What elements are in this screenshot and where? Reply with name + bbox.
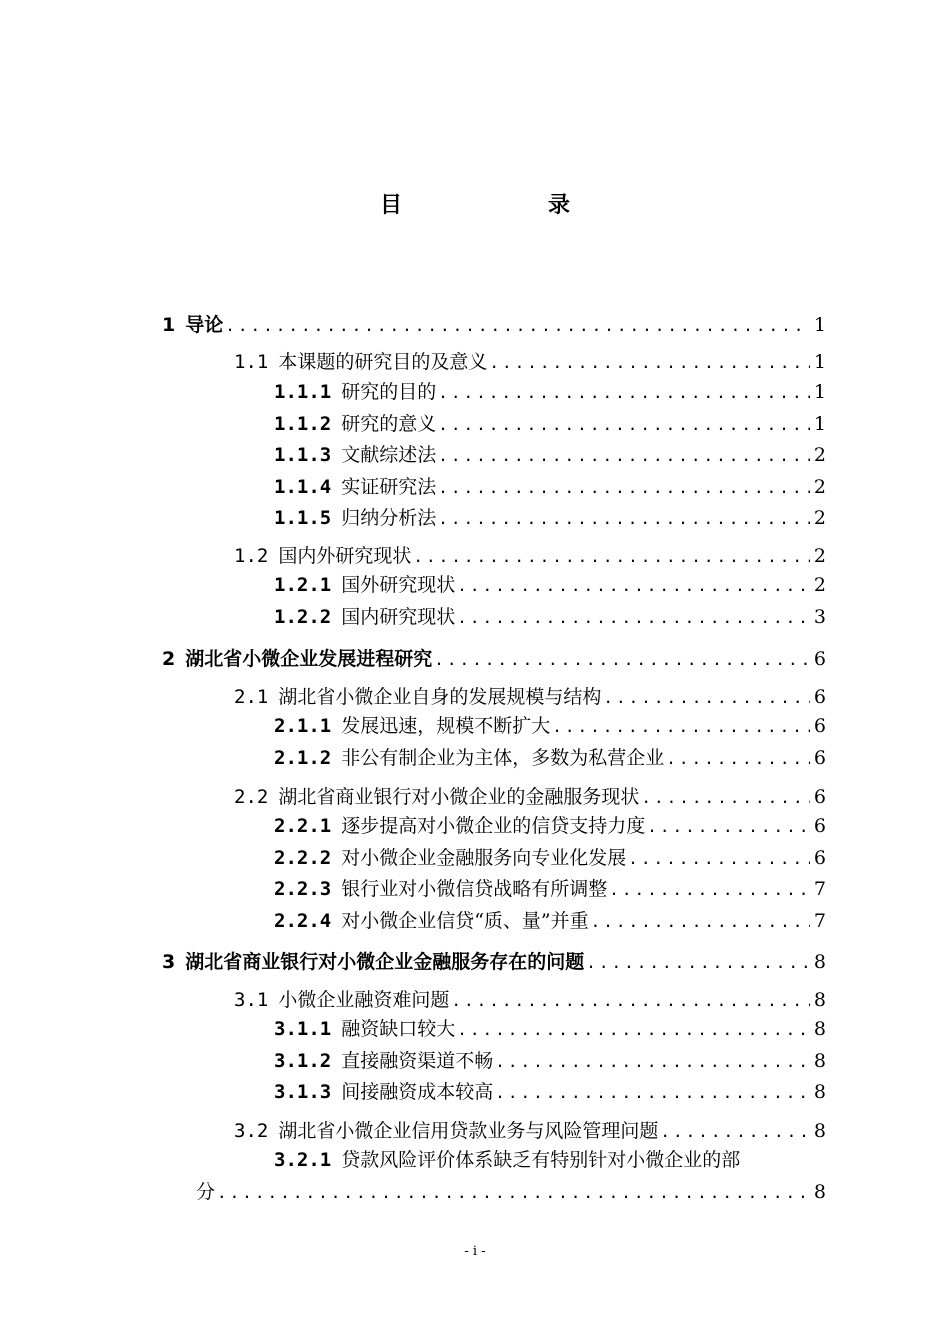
dot-leader — [438, 504, 810, 534]
toc-page: 1 — [813, 381, 826, 403]
toc-text: 非公有制企业为主体，多数为私营企业 — [341, 747, 665, 769]
dot-leader — [457, 603, 810, 633]
dot-leader — [438, 473, 810, 503]
toc-text: 国外研究现状 — [341, 574, 456, 596]
toc-page: 1 — [813, 314, 826, 336]
toc-text: 银行业对小微信贷战略有所调整 — [341, 878, 608, 900]
toc-entry[interactable] — [234, 985, 826, 1015]
dot-leader — [225, 311, 810, 341]
toc-number: 2.1 — [234, 686, 269, 708]
toc-entry[interactable] — [162, 947, 826, 977]
dot-leader — [603, 683, 810, 713]
dot-leader — [438, 378, 810, 408]
toc-number: 2 — [162, 648, 176, 670]
page-title: 目 录 — [379, 193, 604, 218]
toc-text: 导论 — [185, 314, 224, 336]
toc-page: 2 — [813, 476, 826, 498]
toc-number: 1 — [162, 314, 176, 336]
toc-text: 湖北省小微企业自身的发展规模与结构 — [278, 686, 602, 708]
dot-leader — [413, 542, 810, 572]
toc-entry[interactable] — [234, 347, 826, 377]
toc-text-continuation: 分 — [196, 1181, 216, 1203]
toc-text: 实证研究法 — [341, 476, 437, 498]
dot-leader — [647, 812, 810, 842]
toc-page: 6 — [813, 686, 826, 708]
toc-page: 8 — [813, 1018, 826, 1040]
toc-number: 3.1 — [234, 989, 269, 1011]
toc-entry[interactable] — [274, 602, 826, 632]
toc-number: 1.1.3 — [274, 444, 332, 466]
dot-leader — [217, 1178, 810, 1208]
toc-page: 8 — [813, 989, 826, 1011]
toc-text: 归纳分析法 — [341, 507, 437, 529]
toc-entry[interactable] — [274, 1014, 826, 1044]
toc-number: 1.2.1 — [274, 574, 332, 596]
toc-page: 7 — [813, 878, 826, 900]
toc-page: 8 — [813, 951, 826, 973]
toc-number: 1.1.4 — [274, 476, 332, 498]
toc-page: 1 — [813, 351, 826, 373]
toc-number: 1.1.2 — [274, 413, 332, 435]
dot-leader — [586, 948, 810, 978]
toc-text: 发展迅速，规模不断扩大 — [341, 715, 551, 737]
toc-entry[interactable] — [274, 377, 826, 407]
toc-page: 2 — [813, 574, 826, 596]
toc-page: 8 — [813, 1081, 826, 1103]
toc-entry[interactable] — [274, 906, 826, 936]
toc-number: 3.2.1 — [274, 1149, 332, 1171]
toc-text: 湖北省小微企业发展进程研究 — [185, 648, 433, 670]
dot-leader — [457, 571, 810, 601]
toc-page: 3 — [813, 606, 826, 628]
toc-text: 湖北省小微企业信用贷款业务与风险管理问题 — [278, 1120, 659, 1142]
toc-text: 国内外研究现状 — [278, 545, 412, 567]
toc-text: 贷款风险评价体系缺乏有特别针对小微企业的部 — [341, 1149, 741, 1171]
toc-number: 3.1.1 — [274, 1018, 332, 1040]
toc-number: 2.1.1 — [274, 715, 332, 737]
toc-page: 7 — [813, 910, 826, 932]
dot-leader — [666, 744, 810, 774]
toc-text: 融资缺口较大 — [341, 1018, 456, 1040]
toc-entry[interactable] — [274, 743, 826, 773]
toc-page: 6 — [813, 648, 826, 670]
toc-number: 1.1.1 — [274, 381, 332, 403]
dot-leader — [457, 1015, 810, 1045]
toc-entry[interactable] — [274, 811, 826, 841]
toc-number: 1.2.2 — [274, 606, 332, 628]
toc-text: 研究的意义 — [341, 413, 437, 435]
toc-entry[interactable] — [274, 440, 826, 470]
toc-text: 研究的目的 — [341, 381, 437, 403]
toc-entry[interactable] — [274, 472, 826, 502]
toc-number: 3.1.3 — [274, 1081, 332, 1103]
toc-page: 8 — [813, 1050, 826, 1072]
toc-number: 1.1.5 — [274, 507, 332, 529]
toc-number: 2.2.2 — [274, 847, 332, 869]
toc-text: 文献综述法 — [341, 444, 437, 466]
toc-entry-wrapped-first-line[interactable] — [274, 1145, 740, 1175]
toc-entry[interactable] — [274, 711, 826, 741]
toc-text: 对小微企业信贷“质、量”并重 — [341, 910, 589, 932]
dot-leader — [552, 712, 810, 742]
toc-entry[interactable] — [234, 782, 826, 812]
dot-leader — [434, 645, 810, 675]
dot-leader — [609, 875, 810, 905]
toc-page: 2 — [813, 545, 826, 567]
toc-page: 2 — [813, 444, 826, 466]
toc-page: 8 — [813, 1120, 826, 1142]
dot-leader — [641, 783, 810, 813]
toc-entry[interactable] — [274, 1077, 826, 1107]
toc-page: 1 — [813, 413, 826, 435]
dot-leader — [489, 348, 810, 378]
toc-page: 6 — [813, 847, 826, 869]
toc-entry[interactable] — [274, 570, 826, 600]
toc-page: 6 — [813, 747, 826, 769]
toc-text: 对小微企业金融服务向专业化发展 — [341, 847, 627, 869]
page-number-footer: - i - — [464, 1244, 486, 1259]
toc-entry[interactable] — [274, 874, 826, 904]
toc-page: 6 — [813, 815, 826, 837]
toc-text: 小微企业融资难问题 — [278, 989, 450, 1011]
dot-leader — [495, 1078, 810, 1108]
toc-entry[interactable] — [274, 1046, 826, 1076]
toc-number: 1.1 — [234, 351, 269, 373]
toc-number: 2.1.2 — [274, 747, 332, 769]
toc-text: 直接融资渠道不畅 — [341, 1050, 494, 1072]
dot-leader — [451, 986, 810, 1016]
toc-number: 3 — [162, 951, 176, 973]
toc-page: 6 — [813, 786, 826, 808]
toc-entry[interactable] — [234, 1116, 826, 1146]
toc-entry[interactable] — [274, 843, 826, 873]
dot-leader — [591, 907, 810, 937]
toc-number: 2.2.3 — [274, 878, 332, 900]
dot-leader — [660, 1117, 810, 1147]
toc-page: 6 — [813, 715, 826, 737]
toc-entry[interactable] — [162, 644, 826, 674]
toc-number: 2.2 — [234, 786, 269, 808]
toc-number: 1.2 — [234, 545, 269, 567]
toc-entry[interactable] — [234, 541, 826, 571]
toc-text: 国内研究现状 — [341, 606, 456, 628]
toc-text: 间接融资成本较高 — [341, 1081, 494, 1103]
toc-text: 湖北省商业银行对小微企业的金融服务现状 — [278, 786, 640, 808]
toc-text: 本课题的研究目的及意义 — [278, 351, 488, 373]
toc-entry[interactable] — [274, 503, 826, 533]
toc-number: 2.2.1 — [274, 815, 332, 837]
toc-number: 3.1.2 — [274, 1050, 332, 1072]
toc-entry-wrapped-continuation[interactable] — [196, 1177, 826, 1207]
toc-entry[interactable] — [234, 682, 826, 712]
dot-leader — [438, 410, 810, 440]
toc-page: 8 — [813, 1181, 826, 1203]
toc-page: 2 — [813, 507, 826, 529]
dot-leader — [438, 441, 810, 471]
toc-entry[interactable] — [162, 310, 826, 340]
toc-text: 湖北省商业银行对小微企业金融服务存在的问题 — [185, 951, 585, 973]
dot-leader — [628, 844, 810, 874]
dot-leader — [495, 1047, 810, 1077]
toc-entry[interactable] — [274, 409, 826, 439]
toc-number: 3.2 — [234, 1120, 269, 1142]
toc-text: 逐步提高对小微企业的信贷支持力度 — [341, 815, 646, 837]
toc-number: 2.2.4 — [274, 910, 332, 932]
